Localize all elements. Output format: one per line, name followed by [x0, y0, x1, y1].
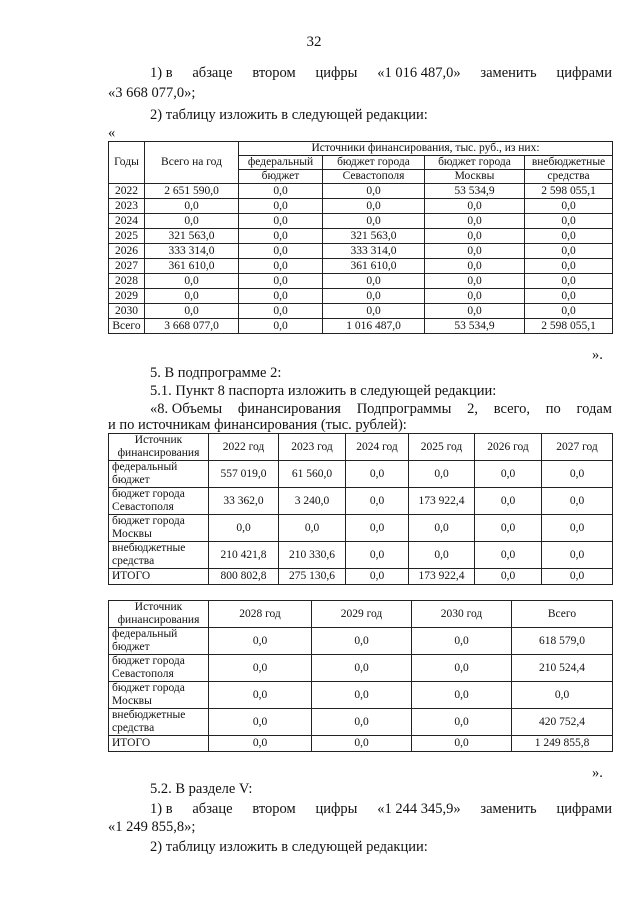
header-federal: федеральный	[239, 156, 323, 170]
quote-close-1: ».	[592, 347, 603, 363]
header-source: Источник финансирования	[109, 601, 209, 628]
table-row: внебюджетные средства 210 421,8 210 330,6 0,0 0,0 0,0 0,0	[109, 542, 613, 569]
table-row-total: ИТОГО 800 802,8 275 130,6 0,0 173 922,4 0,0 0,0	[109, 569, 613, 585]
header-extrabudget: внебюджетные	[525, 156, 613, 170]
table-row: 2029 0,0 0,0 0,0 0,0 0,0	[109, 289, 613, 304]
table-row: 2024 0,0 0,0 0,0 0,0 0,0	[109, 214, 613, 229]
table-header-row: Источник финансирования 2022 год 2023 год 2024 год 2025 год 2026 год 2027 год	[109, 434, 613, 461]
header-moscow: бюджет города	[425, 156, 525, 170]
subprogram-2-table-2028-2030	[108, 600, 613, 752]
header-source: Источник финансирования	[109, 434, 209, 461]
table-row: бюджет города Севастополя 0,0 0,0 0,0 210 524,4	[109, 655, 613, 682]
header-sevastopol: бюджет города	[323, 156, 425, 170]
section-5-1: 5.1. Пункт 8 паспорта изложить в следующей редакции:	[150, 383, 497, 399]
table-header-row	[109, 142, 613, 156]
table-row: федеральный бюджет 557 019,0 61 560,0 0,0 0,0 0,0 0,0	[109, 461, 613, 488]
table-row: 2027 361 610,0 0,0 361 610,0 0,0 0,0	[109, 259, 613, 274]
paragraph-3-line-1: 1) в абзаце втором цифры «1 244 345,9» заменить цифрами	[150, 801, 612, 817]
table-row: федеральный бюджет 0,0 0,0 0,0 618 579,0	[109, 628, 613, 655]
table-header-row: Источник финансирования 2028 год 2029 год 2030 год Всего	[109, 601, 613, 628]
paragraph-1-line-2: «3 668 077,0»;	[108, 85, 196, 101]
table-row: 2022 2 651 590,0 0,0 0,0 53 534,9 2 598 055,1	[109, 184, 613, 199]
section-8-line-1: «8. Объемы финансирования Подпрограммы 2, всего, по годам	[150, 401, 612, 417]
table-row: бюджет города Севастополя 33 362,0 3 240,0 0,0 173 922,4 0,0 0,0	[109, 488, 613, 515]
table-row: 2025 321 563,0 0,0 321 563,0 0,0 0,0	[109, 229, 613, 244]
table-row: 2026 333 314,0 0,0 333 314,0 0,0 0,0	[109, 244, 613, 259]
header-total: Всего на год	[145, 142, 239, 184]
table-row: 2028 0,0 0,0 0,0 0,0 0,0	[109, 274, 613, 289]
table-header-row: бюджет Севастополя Москвы средства	[109, 170, 613, 184]
quote-close-2: ».	[592, 765, 603, 781]
paragraph-3-line-2: «1 249 855,8»;	[108, 819, 196, 835]
quote-open: «	[108, 125, 116, 141]
section-8-line-2: и по источникам финансирования (тыс. рублей):	[108, 417, 407, 433]
header-sources: Источники финансирования, тыс. руб., из них:	[239, 142, 613, 156]
table-row-total: Всего 3 668 077,0 0,0 1 016 487,0 53 534,9 2 598 055,1	[109, 319, 613, 334]
table-row: бюджет города Москвы 0,0 0,0 0,0 0,0 0,0 0,0	[109, 515, 613, 542]
subprogram-2-table-2022-2027	[108, 433, 613, 585]
header-years: Годы	[109, 142, 145, 184]
paragraph-1-line-1: 1) в абзаце втором цифры «1 016 487,0» заменить цифрами	[150, 65, 612, 81]
financing-table-by-year	[108, 141, 613, 334]
section-5-2: 5.2. В разделе V:	[150, 781, 253, 797]
table-row: 2030 0,0 0,0 0,0 0,0 0,0	[109, 304, 613, 319]
section-5: 5. В подпрограмме 2:	[150, 365, 282, 381]
page-number: 32	[306, 34, 322, 50]
table-row: внебюджетные средства 0,0 0,0 0,0 420 752,4	[109, 709, 613, 736]
table-row-total: ИТОГО 0,0 0,0 0,0 1 249 855,8	[109, 736, 613, 752]
table-row: 2023 0,0 0,0 0,0 0,0 0,0	[109, 199, 613, 214]
table-row: бюджет города Москвы 0,0 0,0 0,0 0,0	[109, 682, 613, 709]
paragraph-2: 2) таблицу изложить в следующей редакции:	[150, 107, 428, 123]
paragraph-4: 2) таблицу изложить в следующей редакции:	[150, 839, 428, 855]
